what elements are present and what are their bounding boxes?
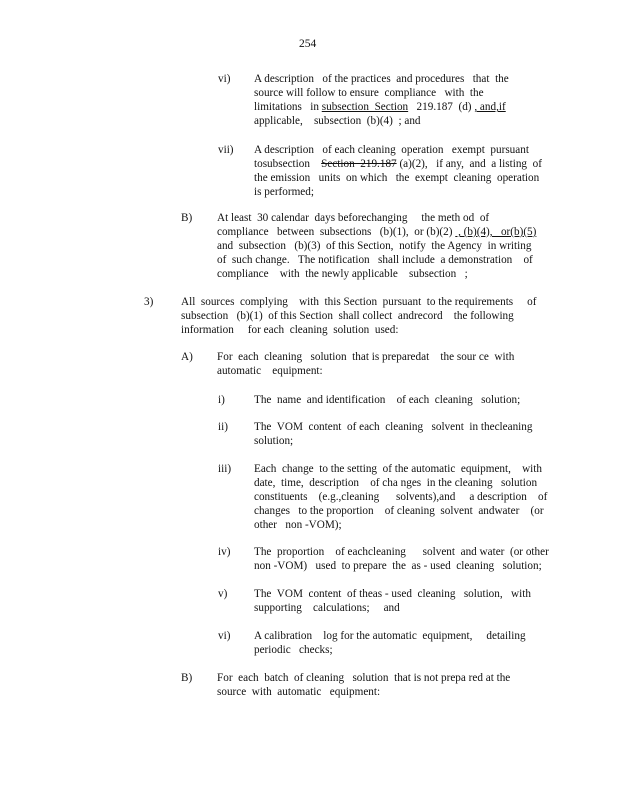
text-line: [254, 143, 536, 157]
text-run: A calibration log for the automatic equipment, detailing: [254, 630, 526, 642]
text-run: changes to the proportion of cleaning solvent andwater (or: [254, 505, 544, 517]
text-run: subsection (b)(1) of this Section shall collect andrecord the following: [181, 310, 514, 322]
text-line: [217, 267, 533, 281]
text-line: [254, 157, 542, 171]
text-line: [254, 559, 542, 573]
text-run: All sources complying with this Section pursuant to the requirements of: [181, 296, 537, 308]
text-line: [254, 490, 548, 504]
text-run: The VOM content of theas - used cleaning solution, with: [254, 588, 531, 600]
text-run: source with automatic equipment:: [217, 686, 381, 698]
text-run: the emission units on which the exempt cleaning operation: [254, 172, 540, 184]
text-line: [254, 171, 540, 185]
list-marker: B): [181, 212, 193, 224]
text-run: For each batch of cleaning solution that is not prepa red at the: [217, 672, 511, 684]
text-run: tosubsection: [254, 158, 322, 170]
list-marker: 3): [144, 296, 154, 308]
text-run: The name and identification of each cleaning solution;: [254, 394, 521, 406]
inserted-text: subsection Section: [321, 101, 409, 113]
text-run: For each cleaning solution that is preparedat the sour ce with: [217, 351, 515, 363]
text-run: is performed;: [254, 186, 314, 198]
text-run: 219.187 (d): [408, 101, 475, 113]
text-line: [181, 309, 528, 323]
text-run: solution;: [254, 435, 294, 447]
list-marker: A): [181, 351, 193, 363]
list-marker: vi): [218, 73, 231, 85]
text-run: information for each cleaning solution used:: [181, 324, 399, 336]
text-line: [181, 295, 537, 309]
text-line: [217, 211, 533, 225]
text-line: [217, 671, 513, 685]
text-line: [254, 504, 544, 518]
text-line: [254, 643, 518, 657]
text-line: [217, 239, 533, 253]
text-line: [254, 434, 522, 448]
text-run: constituents (e.g.,cleaning solvents),and a description of: [254, 491, 548, 503]
text-run: supporting calculations; and: [254, 602, 400, 614]
text-line: [254, 100, 512, 114]
text-run: of such change. The notification shall include a demonstration of: [217, 254, 533, 266]
page-number: 254: [299, 38, 317, 50]
text-line: [254, 72, 512, 86]
text-run: source will follow to ensure compliance with the: [254, 87, 484, 99]
text-line: [254, 545, 549, 559]
list-marker: iii): [218, 463, 232, 475]
text-run: date, time, description of cha nges in the cleaning solution: [254, 477, 538, 489]
text-run: periodic checks;: [254, 644, 333, 656]
text-line: [254, 393, 522, 407]
text-run: Each change to the setting of the automatic equipment, with: [254, 463, 542, 475]
text-run: The proportion of eachcleaning solvent and water (or other: [254, 546, 549, 558]
text-run: A description of each cleaning operation exempt pursuant: [254, 144, 529, 156]
text-run: At least 30 calendar days beforechanging the meth od of: [217, 212, 490, 224]
text-line: [254, 114, 512, 128]
text-run: The VOM content of each cleaning solvent in thecleaning: [254, 421, 533, 433]
text-line: [181, 323, 528, 337]
inserted-text: , and,if: [474, 101, 506, 113]
text-line: [217, 364, 509, 378]
text-run: (a)(2), if any, and a listing of: [396, 158, 542, 170]
text-line: [217, 253, 533, 267]
text-line: [254, 185, 536, 199]
text-line: [217, 685, 513, 699]
text-line: [254, 518, 541, 532]
text-run: A description of the practices and procedures that the: [254, 73, 509, 85]
list-marker: v): [218, 588, 228, 600]
text-run: compliance with the newly applicable subsection ;: [217, 268, 468, 280]
text-run: automatic equipment:: [217, 365, 323, 377]
list-marker: vi): [218, 630, 231, 642]
text-line: [254, 86, 512, 100]
list-marker: ii): [218, 421, 228, 433]
list-marker: B): [181, 672, 193, 684]
text-run: other non -VOM);: [254, 519, 342, 531]
inserted-text: , (b)(4), or(b)(5): [455, 226, 537, 238]
list-marker: i): [218, 394, 225, 406]
list-marker: iv): [218, 546, 231, 558]
list-marker: vii): [218, 144, 234, 156]
text-line: [254, 629, 526, 643]
struck-text: Section 219.187: [321, 158, 397, 170]
text-line: [217, 350, 515, 364]
text-line: [254, 587, 531, 601]
text-run: and subsection (b)(3) of this Section, notify the Agency in writing: [217, 240, 532, 252]
text-run: limitations in: [254, 101, 322, 113]
text-line: [254, 462, 541, 476]
text-line: [254, 601, 522, 615]
text-line: [254, 476, 541, 490]
text-line: [217, 225, 537, 239]
text-run: non -VOM) used to prepare the as - used cleaning solution;: [254, 560, 542, 572]
text-run: applicable, subsection (b)(4) ; and: [254, 115, 421, 127]
text-run: compliance between subsections (b)(1), or (b)(2): [217, 226, 456, 238]
text-line: [254, 420, 533, 434]
